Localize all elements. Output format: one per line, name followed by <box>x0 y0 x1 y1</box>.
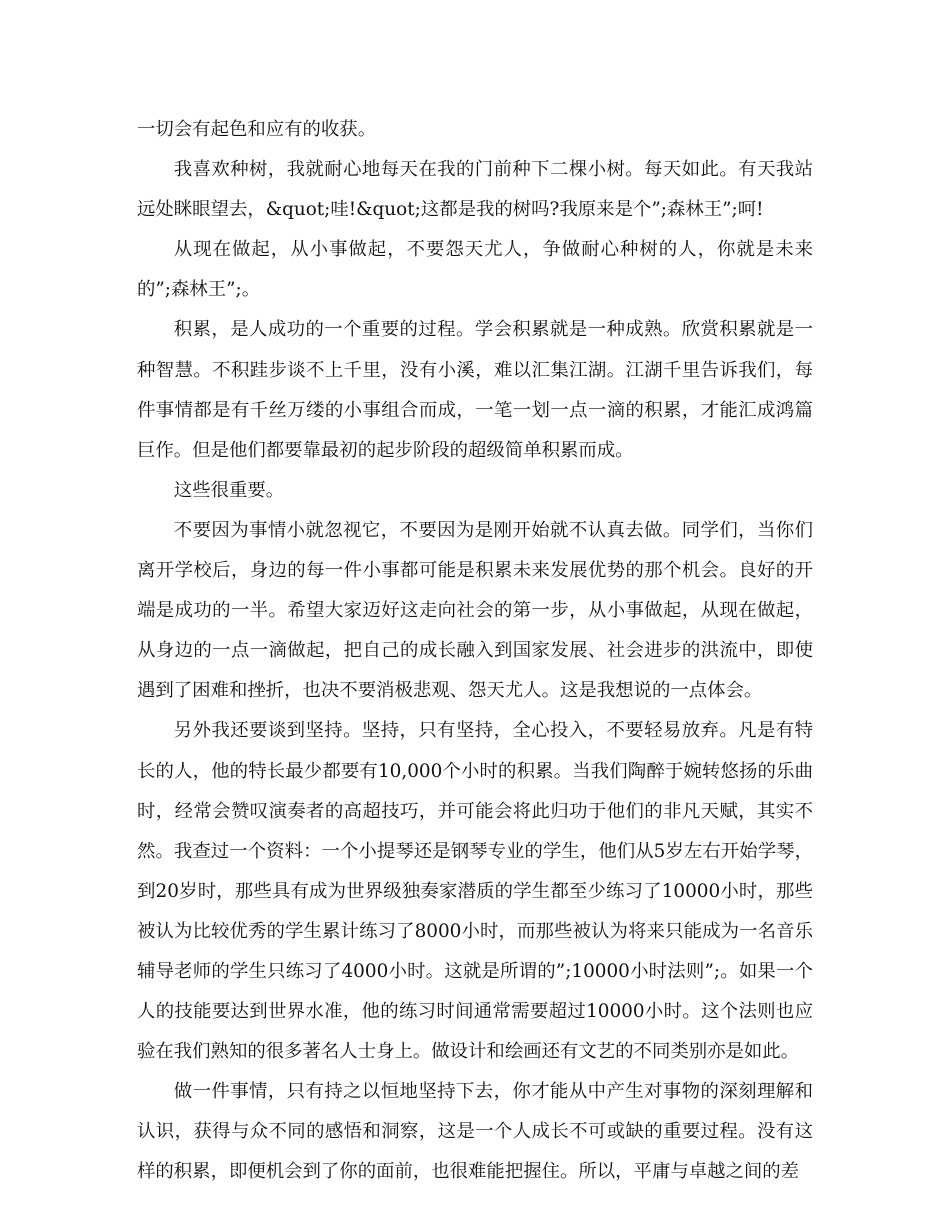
paragraph: 不要因为事情小就忽视它，不要因为是刚开始就不认真去做。同学们，当你们离开学校后，身边的每一件小事都可能是积累未来发展优势的那个机会。良好的开端是成功的一半。希望大家迈好这走向社会的第一步，从小事做起，从现在做起，从身边的一点一滴做起，把自己的成长融入到国家发展、社会进步的洪流中，即使遇到了困难和挫折，也决不要消极悲观、怨天尤人。这是我想说的一点体会。 <box>137 519 813 702</box>
paragraph: 做一件事情，只有持之以恒地坚持下去，你才能从中产生对事物的深刻理解和认识，获得与众不同的感悟和洞察，这是一个人成长不可或缺的重要过程。没有这样的积累，即便机会到了你的面前，也很难能把握住。所以，平庸与卓越之间的差 <box>137 1081 813 1183</box>
paragraph: 我喜欢种树，我就耐心地每天在我的门前种下二棵小树。每天如此。有天我站远处眯眼望去，&quot;哇!&quot;这都是我的树吗?我原来是个”;森林王”;呵! <box>137 159 813 221</box>
document-page <box>137 110 813 1193</box>
paragraph: 积累，是人成功的一个重要的过程。学会积累就是一种成熟。欣赏积累就是一种智慧。不积跬步谈不上千里，没有小溪，难以汇集江湖。江湖千里告诉我们，每件事情都是有千丝万缕的小事组合而成，一笔一划一点一滴的积累，才能汇成鸿篇巨作。但是他们都要靠最初的起步阶段的超级简单积累而成。 <box>137 319 813 461</box>
paragraph: 另外我还要谈到坚持。坚持，只有坚持，全心投入，不要轻易放弃。凡是有特长的人，他的特长最少都要有10,000个小时的积累。当我们陶醉于婉转悠扬的乐曲时，经常会赞叹演奏者的高超技巧，并可能会将此归功于他们的非凡天赋，其实不然。我查过一个资料：一个小提琴还是钢琴专业的学生，他们从5岁左右开始学琴，到20岁时，那些具有成为世界级独奏家潜质的学生都至少练习了10000小时，那些被认为比较优秀的学生累计练习了8000小时，而那些被认为将来只能成为一名音乐辅导老师的学生只练习了4000小时。这就是所谓的”;10000小时法则”;。如果一个人的技能要达到世界水准，他的练习时间通常需要超过10000小时。这个法则也应验在我们熟知的很多著名人士身上。做设计和绘画还有文艺的不同类别亦是如此。 <box>137 720 813 1063</box>
paragraph: 从现在做起，从小事做起，不要怨天尤人，争做耐心种树的人，你就是未来的”;森林王”;。 <box>137 239 813 301</box>
paragraph: 一切会有起色和应有的收获。 <box>137 119 377 140</box>
paragraph: 这些很重要。 <box>173 479 285 501</box>
